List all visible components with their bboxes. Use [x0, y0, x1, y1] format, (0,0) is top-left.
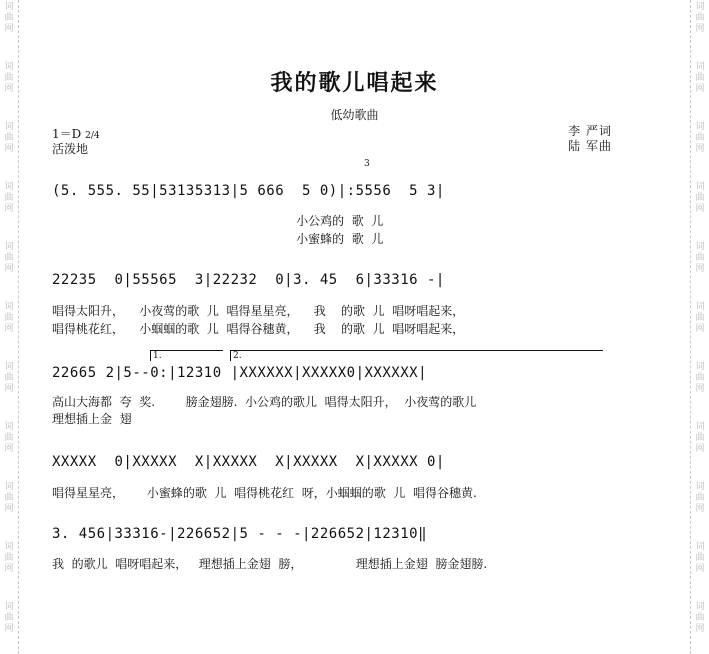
notation-row-2: 22235 0|55565 3|22232 0|3. 45 6|33316 -| [52, 272, 445, 288]
watermark-text: 词 曲 网 [4, 602, 14, 634]
watermark-text: 词 曲 网 [4, 542, 14, 574]
key-label: 1＝D [52, 127, 82, 141]
watermark-text: 词 曲 网 [4, 62, 14, 94]
song-subtitle: 低幼歌曲 [330, 108, 379, 122]
watermark-text: 词 曲 网 [695, 2, 705, 34]
watermark-text: 词 曲 网 [695, 302, 705, 334]
watermark-text: 词 曲 网 [695, 122, 705, 154]
watermark-text: 词 曲 网 [4, 362, 14, 394]
watermark-text: 词 曲 网 [695, 62, 705, 94]
watermark-text: 词 曲 网 [4, 422, 14, 454]
song-title: 我的歌儿唱起来 [270, 71, 439, 96]
watermark-text: 词 曲 网 [695, 422, 705, 454]
watermark-text: 词 曲 网 [4, 182, 14, 214]
watermark-text: 词 曲 网 [4, 482, 14, 514]
watermark-text: 词 曲 网 [4, 2, 14, 34]
volta-first-ending: 1. [150, 350, 223, 361]
notation-row-5: 3. 456|33316-|226652|5 - - -|226652|12310‖ [52, 526, 428, 542]
lyric-row-3-line-1: 高山大海都 夸 奖. 膀金翅膀. 小公鸡的歌儿 唱得太阳升， 小夜莺的歌儿 [52, 395, 477, 409]
lyricist-credit: 李 严词 [568, 124, 612, 138]
lyric-row-5-line-1: 我 的歌儿 唱呀唱起来， 理想插上金翅 膀， 理想插上金翅 膀金翅膀. [52, 557, 488, 571]
watermark-text: 词 曲 网 [695, 542, 705, 574]
watermark-text: 词 曲 网 [695, 482, 705, 514]
lyric-row-4-line-1: 唱得星星亮， 小蜜蜂的歌 儿 唱得桃花红 呀，小蝈蝈的歌 儿 唱得谷穗黄. [52, 486, 477, 500]
notation-row-1: (5. 555. 55|53135313|5 666 5 0)|:5556 5 3| [52, 183, 445, 199]
volta-second-ending: 2. [230, 350, 603, 361]
lyric-row-1-line-1: 小公鸡的 歌 儿 [52, 214, 384, 228]
time-signature: 2/4 [85, 131, 100, 141]
lyric-row-2-line-1: 唱得太阳升， 小夜莺的歌 儿 唱得星星亮， 我 的歌 儿 唱呀唱起来， [52, 304, 465, 318]
lyric-row-2-line-2: 唱得桃花红， 小蝈蝈的歌 儿 唱得谷穗黄， 我 的歌 儿 唱呀唱起来， [52, 322, 465, 336]
watermark-text: 词 曲 网 [695, 362, 705, 394]
tempo-marking: 活泼地 [52, 142, 89, 156]
notation-row-3: 22665 2|5--0:|12310 |XXXXXX|XXXXX0|XXXXXX| [52, 365, 428, 381]
watermark-text: 词 曲 网 [695, 242, 705, 274]
lyric-row-3-line-2: 理想插上金 翅 [52, 412, 132, 426]
watermark-text: 词 曲 网 [4, 242, 14, 274]
watermark-text: 词 曲 网 [695, 602, 705, 634]
watermark-text: 词 曲 网 [4, 122, 14, 154]
triplet-mark: 3 [364, 159, 370, 169]
key-signature [52, 127, 100, 143]
watermark-text: 词 曲 网 [695, 182, 705, 214]
lyric-row-1-line-2: 小蜜蜂的 歌 儿 [52, 232, 384, 246]
notation-row-4: XXXXX 0|XXXXX X|XXXXX X|XXXXX X|XXXXX 0| [52, 454, 445, 470]
watermark-text: 词 曲 网 [4, 302, 14, 334]
composer-credit: 陆 军曲 [568, 139, 612, 153]
